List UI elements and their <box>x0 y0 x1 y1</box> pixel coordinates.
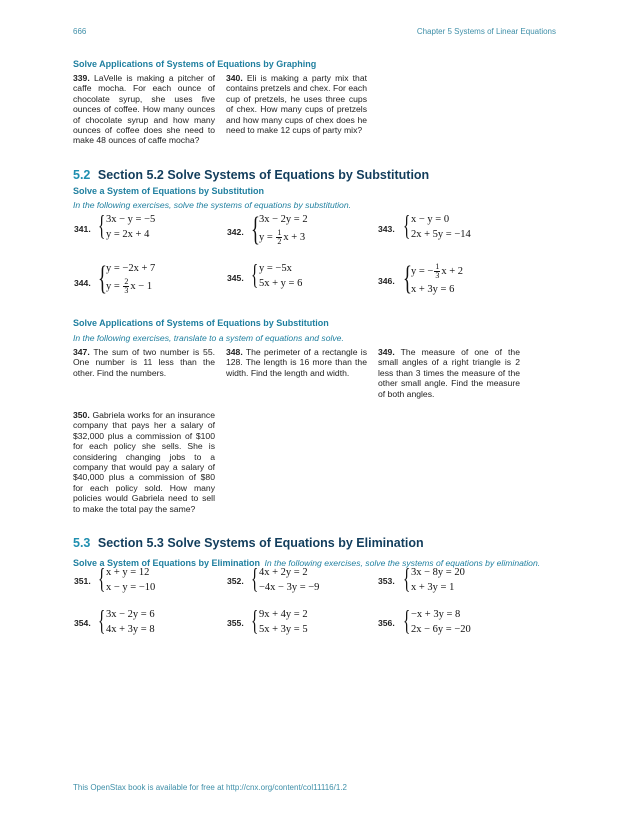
system-352 <box>251 566 361 596</box>
system-355 <box>251 608 361 638</box>
brace-icon: { <box>403 260 412 297</box>
brace-icon: { <box>98 564 106 595</box>
equation-1: x + y = 12 <box>106 567 150 578</box>
section-title: Section 5.3 Solve Systems of Equations by Elimination <box>97 536 424 550</box>
system-number: 356. <box>378 618 395 628</box>
numerator: 1 <box>435 262 440 271</box>
brace-icon: { <box>98 211 106 242</box>
system-number: 343. <box>378 224 395 234</box>
brace-icon: { <box>251 211 260 248</box>
equation-1: 9x + 4y = 2 <box>259 609 308 620</box>
equation-1: −x + 3y = 8 <box>411 609 461 620</box>
system-343 <box>403 213 523 243</box>
substitution-applications-subheading: Solve Applications of Systems of Equations by Substitution <box>73 318 329 328</box>
equation-2 <box>259 229 305 246</box>
numerator: 1 <box>277 228 282 237</box>
equation-2: 4x + 3y = 8 <box>106 624 155 635</box>
equation-1: y = −5x <box>259 263 292 274</box>
equation-1: 3x − y = −5 <box>106 214 156 225</box>
denominator: 2 <box>277 237 282 246</box>
footer-note: This OpenStax book is available for free at http://cnx.org/content/col11116/1.2 <box>73 783 347 792</box>
problem-340 <box>226 73 367 135</box>
substitution-subheading: Solve a System of Equations by Substitution <box>73 186 265 196</box>
chapter-title: Chapter 5 Systems of Linear Equations <box>416 27 556 36</box>
equation-1 <box>411 263 463 280</box>
problem-text: LaVelle is making a pitcher of caffe mocha. For each ounce of chocolate syrup, she uses five ounces of coffee. How many ounces of chocolate syrup and how many ounces of coffee does she need to make 48 ounces of caffe mocha? <box>73 73 215 146</box>
substitution-applications-instruction: In the following exercises, translate to a system of equations and solve. <box>73 333 344 343</box>
equation-2: 5x + y = 6 <box>259 278 303 289</box>
problem-text: The perimeter of a rectangle is 128. The length is 16 more than the width. Find the length and width. <box>226 347 367 378</box>
elimination-instruction: In the following exercises, solve the systems of equations by elimination. <box>264 558 541 568</box>
equation-2 <box>106 278 152 295</box>
numerator: 2 <box>124 277 129 286</box>
problem-347 <box>73 347 215 378</box>
problem-number: 348. <box>226 347 243 357</box>
system-354 <box>98 608 208 638</box>
equation-1: 3x − 8y = 20 <box>411 567 465 578</box>
system-346 <box>403 262 523 298</box>
equation-1: 3x − 2y = 2 <box>259 214 308 225</box>
equation-2: 2x − 6y = −20 <box>411 624 471 635</box>
system-number: 342. <box>227 227 244 237</box>
system-342 <box>251 213 361 249</box>
problem-number: 349. <box>378 347 395 357</box>
equation-2: 5x + 3y = 5 <box>259 624 308 635</box>
problem-339 <box>73 73 215 146</box>
system-number: 354. <box>74 618 91 628</box>
problem-text: Eli is making a party mix that contains pretzels and chex. For each cup of pretzels, he uses three cups of chex. How many cups of pretzels and how many cups of chex does he need to make 12 cups of party mix? <box>226 73 368 136</box>
problem-348 <box>226 347 367 378</box>
problem-number: 340. <box>226 73 243 83</box>
equation-1: x − y = 0 <box>411 214 450 225</box>
equation-suffix: x − 1 <box>130 280 153 292</box>
equation-prefix: y = <box>259 231 276 243</box>
fraction <box>123 278 129 295</box>
equation-1: 4x + 2y = 2 <box>259 567 308 578</box>
section-5-2-heading <box>73 168 429 182</box>
problem-text: The sum of two number is 55. One number is 11 less than the other. Find the numbers. <box>73 347 215 378</box>
problem-350 <box>73 410 215 514</box>
equation-2: y = 2x + 4 <box>106 229 150 240</box>
system-number: 345. <box>227 273 244 283</box>
brace-icon: { <box>251 564 259 595</box>
substitution-instruction: In the following exercises, solve the systems of equations by substitution. <box>73 200 352 210</box>
equation-suffix: x + 3 <box>283 231 306 243</box>
equation-1: 3x − 2y = 6 <box>106 609 155 620</box>
problem-number: 339. <box>73 73 90 83</box>
graphing-applications-subheading: Solve Applications of Systems of Equations by Graphing <box>73 59 317 69</box>
page-number: 666 <box>73 27 87 36</box>
system-number: 353. <box>378 576 395 586</box>
section-number: 5.2 <box>73 168 91 182</box>
brace-icon: { <box>403 211 411 242</box>
system-356 <box>403 608 523 638</box>
equation-1: y = −2x + 7 <box>106 263 156 274</box>
elimination-subheading: Solve a System of Equations by Elimination <box>73 558 261 568</box>
fraction <box>276 229 282 246</box>
system-number: 355. <box>227 618 244 628</box>
system-345 <box>251 262 361 292</box>
equation-2: −4x − 3y = −9 <box>259 582 320 593</box>
brace-icon: { <box>251 606 259 637</box>
brace-icon: { <box>403 564 411 595</box>
denominator: 3 <box>435 271 440 280</box>
denominator: 3 <box>124 286 129 295</box>
equation-prefix: y = <box>106 280 123 292</box>
system-number: 352. <box>227 576 244 586</box>
equation-prefix: y = − <box>411 265 434 277</box>
problem-text: The measure of one of the small angles of a right triangle is 2 less than 3 times the measure of the other small angle. Find the measure of both angles. <box>378 347 520 399</box>
system-341 <box>98 213 208 243</box>
section-title: Section 5.2 Solve Systems of Equations by Substitution <box>97 168 430 182</box>
equation-2: 2x + 5y = −14 <box>411 229 471 240</box>
system-number: 351. <box>74 576 91 586</box>
section-number: 5.3 <box>73 536 91 550</box>
equation-suffix: x + 2 <box>441 265 464 277</box>
brace-icon: { <box>403 606 411 637</box>
system-344 <box>98 262 208 298</box>
fraction <box>434 263 440 280</box>
brace-icon: { <box>251 260 259 291</box>
equation-2: x + 3y = 6 <box>411 284 455 295</box>
system-number: 346. <box>378 276 395 286</box>
problem-text: Gabriela works for an insurance company that pays her a salary of $32,000 plus a commission of $100 for each policy she sells. She is considering changing jobs to a company that would pay a salary of $40,000 plus a commission of $80 for each policy sold. How many policies would Gabriela need to sell to make the total pay the same? <box>73 410 215 514</box>
system-353 <box>403 566 523 596</box>
system-number: 341. <box>74 224 91 234</box>
system-351 <box>98 566 208 596</box>
equation-2: x + 3y = 1 <box>411 582 455 593</box>
section-5-3-heading <box>73 536 424 550</box>
brace-icon: { <box>98 606 106 637</box>
problem-number: 350. <box>73 410 90 420</box>
brace-icon: { <box>98 260 107 297</box>
equation-2: x − y = −10 <box>106 582 156 593</box>
problem-349 <box>378 347 520 399</box>
problem-number: 347. <box>73 347 90 357</box>
system-number: 344. <box>74 278 91 288</box>
